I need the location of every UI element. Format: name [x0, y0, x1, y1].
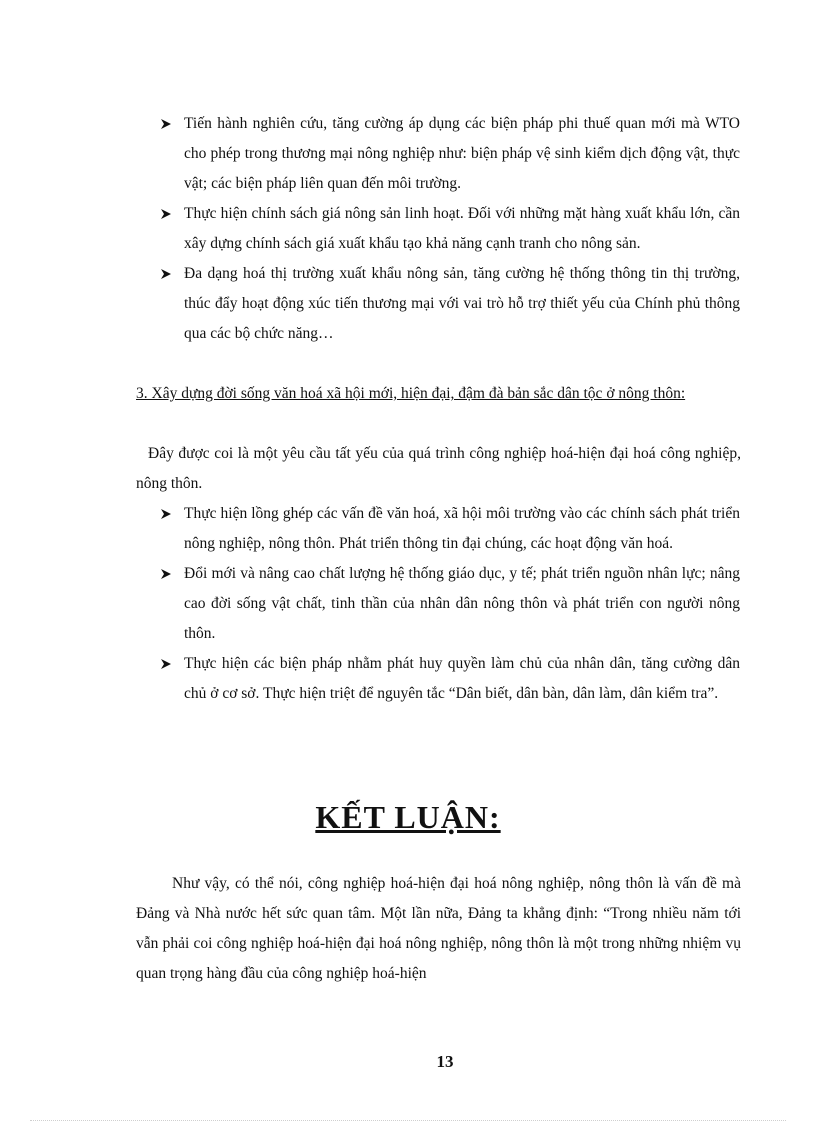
- bullet-text: Đa dạng hoá thị trường xuất khẩu nông sản, tăng cường hệ thống thông tin thị trường, thúc đẩy hoạt động xúc tiến thương mại với vai trò hỗ trợ thiết yếu của Chính phủ thông qua các bộ chức năng…: [184, 265, 740, 342]
- list-item: [160, 499, 740, 559]
- bullet-list-culture: [160, 499, 740, 709]
- arrow-bullet-icon: [160, 568, 172, 580]
- bullet-text: Thực hiện chính sách giá nông sản linh hoạt. Đối với những mặt hàng xuất khẩu lớn, cần xây dựng chính sách giá xuất khẩu tạo khả năng cạnh tranh cho nông sản.: [184, 205, 740, 252]
- page-number: 13: [436, 1052, 454, 1071]
- footer-divider: [30, 1120, 786, 1121]
- arrow-bullet-icon: [160, 508, 172, 520]
- section-intro: Đây được coi là một yêu cầu tất yếu của quá trình công nghiệp hoá-hiện đại hoá công nghiệp, nông thôn.: [136, 445, 741, 492]
- bullet-list-trade: [160, 109, 740, 349]
- arrow-bullet-icon: [160, 658, 172, 670]
- bullet-text: Thực hiện lồng ghép các vấn đề văn hoá, xã hội môi trường vào các chính sách phát triển nông nghiệp, nông thôn. Phát triển thông tin đại chúng, các hoạt động văn hoá.: [184, 505, 740, 552]
- list-item: [160, 199, 740, 259]
- conclusion-title: KẾT LUẬN:: [315, 799, 501, 835]
- list-item: [160, 559, 740, 649]
- list-item: [160, 109, 740, 199]
- list-item: [160, 259, 740, 349]
- bullet-text: Đổi mới và nâng cao chất lượng hệ thống giáo dục, y tế; phát triển nguồn nhân lực; nâng cao đời sống vật chất, tinh thần của nhân dân nông thôn và phát triển con người nông thôn.: [184, 565, 740, 642]
- bullet-text: Tiến hành nghiên cứu, tăng cường áp dụng các biện pháp phi thuế quan mới mà WTO cho phép trong thương mại nông nghiệp như: biện pháp vệ sinh kiểm dịch động vật, thực vật; các biện pháp liên quan đến môi trường.: [184, 115, 740, 192]
- section-heading: 3. Xây dựng đời sống văn hoá xã hội mới, hiện đại, đậm đà bản sắc dân tộc ở nông thôn:: [136, 385, 686, 402]
- arrow-bullet-icon: [160, 118, 172, 130]
- arrow-bullet-icon: [160, 268, 172, 280]
- bullet-text: Thực hiện các biện pháp nhằm phát huy quyền làm chủ của nhân dân, tăng cường dân chủ ở cơ sở. Thực hiện triệt để nguyên tắc “Dân biết, dân bàn, dân làm, dân kiểm tra”.: [184, 655, 740, 702]
- list-item: [160, 649, 740, 709]
- conclusion-paragraph: Như vậy, có thể nói, công nghiệp hoá-hiện đại hoá nông nghiệp, nông thôn là vấn đề mà Đảng và Nhà nước hết sức quan tâm. Một lần nữa, Đảng ta khẳng định: “Trong nhiều năm tới vẫn phải coi công nghiệp hoá-hiện đại hoá nông nghiệp, nông thôn là một trong những nhiệm vụ quan trọng hàng đầu của công nghiệp hoá-hiện: [136, 875, 741, 982]
- arrow-bullet-icon: [160, 208, 172, 220]
